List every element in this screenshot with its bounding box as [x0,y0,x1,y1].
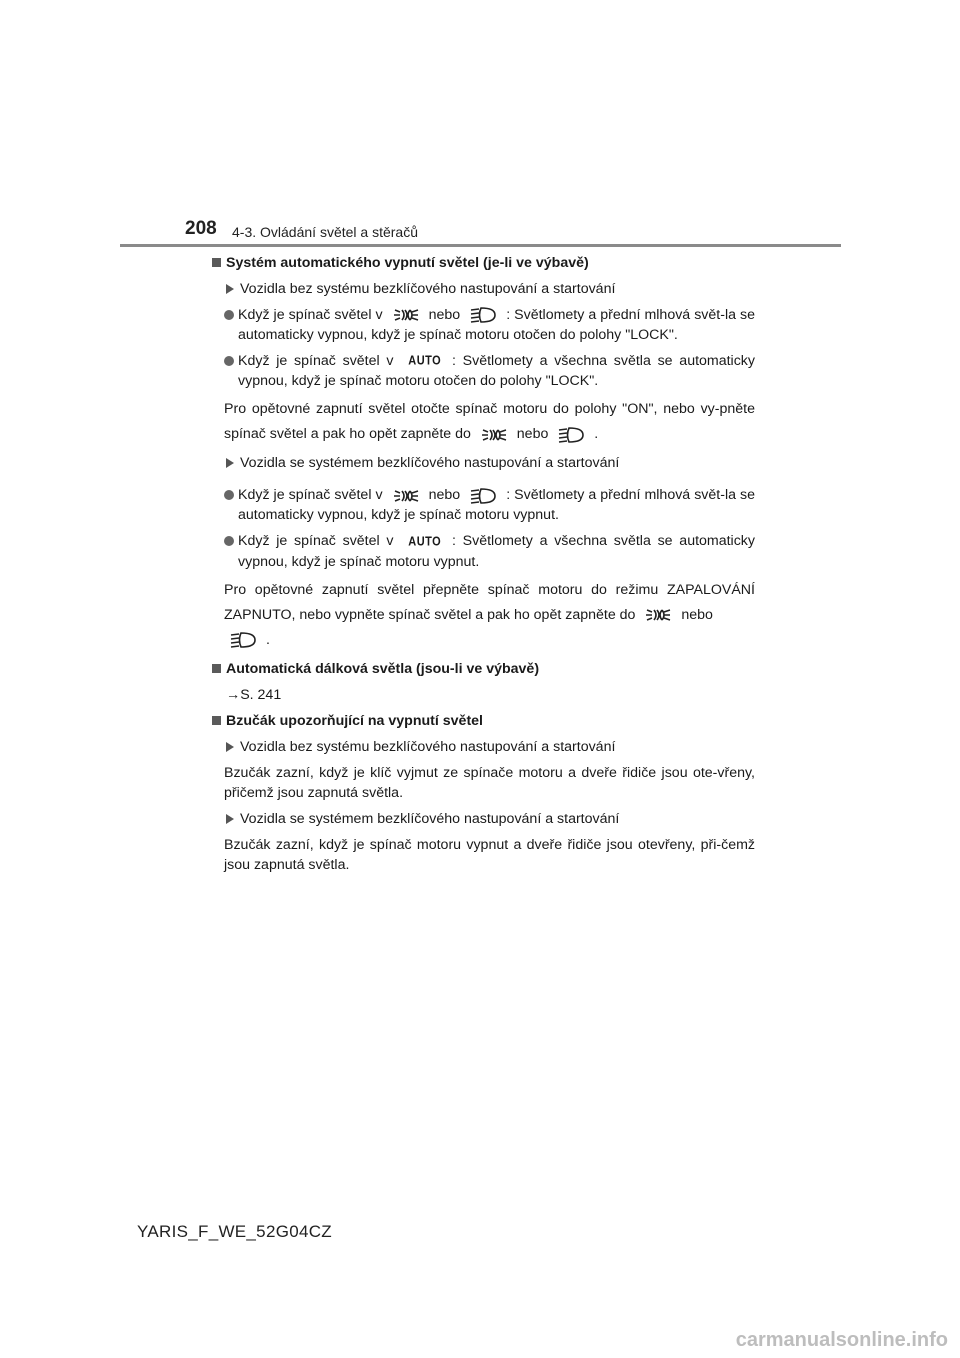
headlight-icon [230,631,256,649]
watermark: carmanualsonline.info [735,1329,948,1351]
headlight-icon [558,426,584,444]
heading-text: Systém automatického vypnutí světel (je-li ve výbavě) [226,255,589,271]
parking-light-icon [393,306,419,324]
bullet-item [210,485,755,525]
bullet-item [210,305,755,345]
parking-light-icon [393,487,419,505]
page-header [0,0,960,250]
bullet-text: : Světlomety a přední mlhová svět-la se automaticky vypnou, když je spínač motoru vypnut. [238,487,755,524]
header-divider [120,244,841,247]
subheading-text: Vozidla se systémem bezklíčového nastupování a startování [240,455,620,472]
bullet-text: Když je spínač světel v [238,307,383,323]
bullet-text: : Světlomety a všechna světla se automaticky vypnou, když je spínač motoru vypnut. [238,533,755,570]
paragraph-text: nebo [681,606,713,623]
round-bullet-icon [224,310,234,320]
document-code: YARIS_F_WE_52G04CZ [137,1222,332,1241]
square-bullet-icon [212,664,221,673]
subheading-without-keyless [210,279,755,299]
round-bullet-icon [224,356,234,366]
round-bullet-icon [224,490,234,500]
subheading-without-keyless [210,737,755,757]
paragraph: Bzučák zazní, když je klíč vyjmut ze spínače motoru a dveře řidiče jsou ote-vřeny, přičemž jsou zapnutá světla. [224,764,755,801]
triangle-bullet-icon [226,284,234,294]
paragraph-text: Pro opětovné zapnutí světel otočte spínač motoru do polohy "ON", nebo vy-pněte spínač světel a pak ho opět zapněte do [224,401,755,443]
page-number: 208 [185,218,217,239]
parking-light-icon [645,606,671,624]
section-heading-auto-high-beam [210,659,755,679]
square-bullet-icon [212,258,221,267]
paragraph-text: Pro opětovné zapnutí světel přepněte spínač motoru do režimu ZAPALOVÁNÍ ZAPNUTO, nebo vypněte spínač světel a pak ho opět zapněte do [224,581,755,623]
subheading-with-keyless [210,453,755,473]
bullet-item [210,351,755,391]
subheading-with-keyless [210,809,755,829]
bullet-text: : Světlomety a přední mlhová svět-la se automaticky vypnou, když je spínač motoru otočen do polohy "LOCK". [238,307,755,343]
section-heading-auto-off [210,253,755,273]
bullet-text: nebo [428,307,461,323]
main-content [210,253,755,881]
bullet-text: Když je spínač světel v [238,353,394,369]
auto-light-icon: AUTO [408,534,442,549]
bullet-text: Když je spínač světel v [238,487,383,504]
square-bullet-icon [212,716,221,725]
subheading-text: Vozidla se systémem bezklíčového nastupování a startování [240,810,620,827]
paragraph: Bzučák zazní, když je spínač motoru vypnut a dveře řidiče jsou otevřeny, při-čemž jsou zapnutá světla. [224,836,755,873]
headlight-icon [470,487,496,505]
paragraph-text: . [594,426,599,443]
heading-text: Bzučák upozorňující na vypnutí světel [226,712,484,729]
auto-light-icon: AUTO [408,354,442,369]
page-reference-link[interactable]: →S. 241 [226,686,282,703]
paragraph-text: . [265,631,270,648]
parking-light-icon [481,426,507,444]
triangle-bullet-icon [226,814,234,824]
triangle-bullet-icon [226,458,234,468]
bullet-text: : Světlomety a všechna světla se automaticky vypnou, když je spínač motoru otočen do polohy "LOCK". [238,353,755,390]
heading-text: Automatická dálková světla (jsou-li ve výbavě) [226,660,540,677]
headlight-icon [470,306,496,324]
bullet-text: nebo [428,487,461,504]
bullet-text: Když je spínač světel v [238,533,394,550]
paragraph [210,397,755,447]
section-title: 4-3. Ovládání světel a stěračů [232,224,418,240]
subheading-text: Vozidla bez systému bezklíčového nastupování a startování [240,738,616,755]
paragraph-text: nebo [516,426,549,443]
round-bullet-icon [224,536,234,546]
triangle-bullet-icon [226,742,234,752]
bullet-item [210,531,755,571]
section-heading-buzzer [210,711,755,731]
paragraph [210,578,755,653]
subheading-text: Vozidla bez systému bezklíčového nastupování a startování [240,281,616,297]
